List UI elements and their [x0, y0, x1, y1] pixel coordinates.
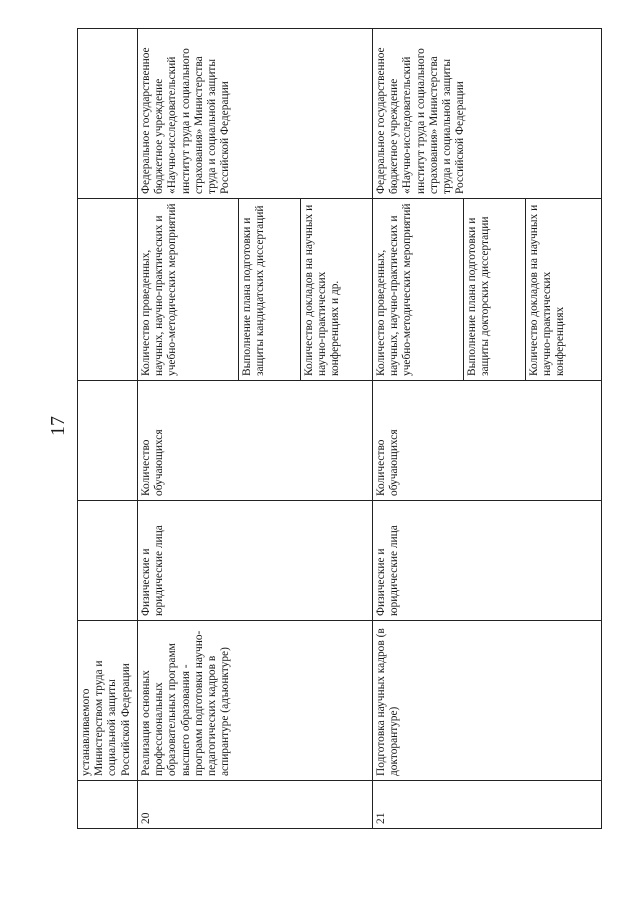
quality-subtable: [138, 199, 372, 380]
quality-indicators: [138, 199, 373, 381]
volume-indicator: Количество обучающихся: [373, 381, 602, 501]
cell-empty: [78, 381, 138, 501]
table-row: [138, 29, 373, 829]
quality-item: Выполнение плана подготовки и защиты докторских диссертации: [463, 199, 525, 380]
quality-item: Количество проведенных, научных, научно-практических и учебно-методических мероприятий: [373, 199, 463, 380]
quality-item: Количество проведенных, научных, научно-практических и учебно-методических мероприятий: [138, 199, 238, 380]
quality-item: Выполнение плана подготовки и защиты кандидатских диссертаций: [238, 199, 300, 380]
service-name: Подготовка научных кадров (в докторантуре): [373, 621, 602, 781]
table-row: [373, 29, 602, 829]
institution: Федеральное государственное бюджетное учреждение «Научно-исследовательский институт труда и социального страхования» Министерства труда и социальной защиты Российской Федерации: [138, 29, 373, 199]
quality-subtable: [373, 199, 601, 380]
cell-service-continued: устанавливаемого Министерством труда и социальной защиты Российской Федерации: [78, 621, 138, 781]
cell-empty: [78, 501, 138, 621]
consumers: Физические и юридические лица: [373, 501, 602, 621]
services-table-wrapper: [77, 29, 602, 829]
quality-item: Количество докладов на научных и научно-практических конференциях: [527, 204, 566, 376]
service-name: Реализация основных профессиональных образовательных программ высшего образования - программ подготовки научно-педагогических кадров в аспирантуре (адъюнктуре): [138, 621, 373, 781]
quality-indicators: [373, 199, 602, 381]
consumers: Физические и юридические лица: [138, 501, 373, 621]
services-table: [77, 28, 602, 829]
institution: Федеральное государственное бюджетное учреждение «Научно-исследовательский институт труда и социального страхования» Министерства труда и социальной защиты Российской Федерации: [373, 29, 602, 199]
cell-empty: [78, 199, 138, 381]
cell-empty: [78, 29, 138, 199]
volume-indicator: Количество обучающихся: [138, 381, 373, 501]
table-row-continued: [78, 29, 138, 829]
cell-num-empty: [78, 781, 138, 829]
row-number: 21: [373, 781, 602, 829]
row-number: 20: [138, 781, 373, 829]
page-number: 17: [47, 416, 69, 436]
quality-item: Количество докладов на научных и научно-практических конференциях и др.: [302, 204, 341, 376]
